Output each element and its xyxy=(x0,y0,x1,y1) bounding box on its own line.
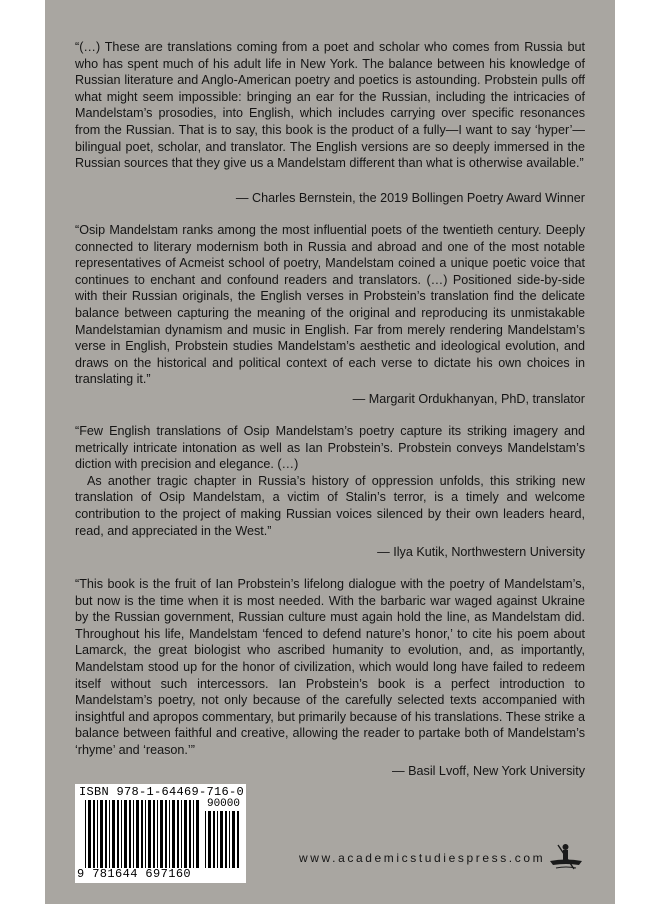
blurb-text: As another tragic chapter in Russia’s history of oppression unfolds, this striking new translation of Osip Mandelstam, a victim of Stalin’s terror, is a timely and welcome contribution to the project of making Russian voices silenced by their own leaders heard, read, and appreciated in the West.” xyxy=(75,473,585,538)
isbn-barcode xyxy=(75,784,246,883)
barcode-addon-number: 90000 xyxy=(206,798,240,810)
barcode-bars xyxy=(85,800,201,868)
blurb-lvoff xyxy=(75,576,585,759)
ean-digits: 9 781644 697160 xyxy=(77,867,192,881)
blurb-text: “Few English translations of Osip Mandelstam’s poetry capture its striking imagery and metrically intricate intonation as well as Ian Probstein’s. Probstein conveys Mandelstam’s diction with precision and elegance. (…) xyxy=(75,424,585,472)
publisher-url: www.academicstudiespress.com xyxy=(299,851,546,865)
attribution-lvoff: — Basil Lvoff, New York University xyxy=(392,764,585,778)
attribution-ordukhanyan: — Margarit Ordukhanyan, PhD, translator xyxy=(352,392,585,406)
blurb-bernstein xyxy=(75,39,585,172)
blurb-text: “(…) These are translations coming from a poet and scholar who comes from Russia but who has spent much of his adult life in New York. The balance between his knowledge of Russian literature and Anglo-American poetry and poetics is astounding. Probstein pulls off what might seem impossible: bringing an ear for the Russian, including the intricacies of Mandelstam’s prosodies, into English, which includes carrying over specific resonances from the Russian. That is to say, this book is the product of a fully—I want to say ‘hyper’—bilingual poet, scholar, and translator. The English versions are so deeply immersed in the Russian sources that they give us a Mandelstam different than what is otherwise available.” xyxy=(75,40,585,171)
publisher-logo-icon xyxy=(548,841,584,871)
isbn-label: ISBN 978-1-64469-716-0 xyxy=(79,785,245,799)
barcode-addon-bars xyxy=(205,811,241,868)
blurb-ordukhanyan xyxy=(75,222,585,388)
blurb-text: “Osip Mandelstam ranks among the most influential poets of the twentieth century. Deeply connected to literary modernism both in Russia and abroad and one of the most notable representatives of Acmeist school of poetry, Mandelstam coined a unique poetic voice that continues to enchant and confound readers and translators. (…) Positioned side-by-side with their Russian originals, the English verses in Probstein’s translation find the delicate balance between capturing the meaning of the original and reproducing its unmistakable Mandelstamian dynamism and music in English. Far from merely rendering Mandelstam’s verse in English, Probstein studies Mandelstam’s aesthetic and ideological evolution, and draws on the historical and political context of each verse to dictate his own choices in translating it.” xyxy=(75,223,585,387)
attribution-bernstein: — Charles Bernstein, the 2019 Bollingen Poetry Award Winner xyxy=(235,191,585,205)
blurb-text: “This book is the fruit of Ian Probstein’s lifelong dialogue with the poetry of Mandelstam’s, but now is the time when it is most needed. With the barbaric war waged against Ukraine by the Russian government, Russian culture must again hold the line, as Mandelstam did. Throughout his life, Mandelstam ‘fenced to defend nature’s honor,’ to cite his poem about Lamarck, the great biologist who ascribed humanity to evolution, and, as importantly, Mandelstam stood up for the honor of civilization, which would long have failed to redeem itself without such intercessors. Ian Probstein’s book is a perfect introduction to Mandelstam’s poetry, not only because of the carefully selected texts accompanied with insightful and apropos commentary, but primarily because of his translations. These strike a balance between faithful and creative, allowing the reader to partake both of Mandelstam’s ‘rhyme’ and ‘reason.’” xyxy=(75,577,585,757)
attribution-kutik: — Ilya Kutik, Northwestern University xyxy=(377,545,585,559)
back-cover xyxy=(45,0,615,904)
blurb-kutik xyxy=(75,423,585,539)
